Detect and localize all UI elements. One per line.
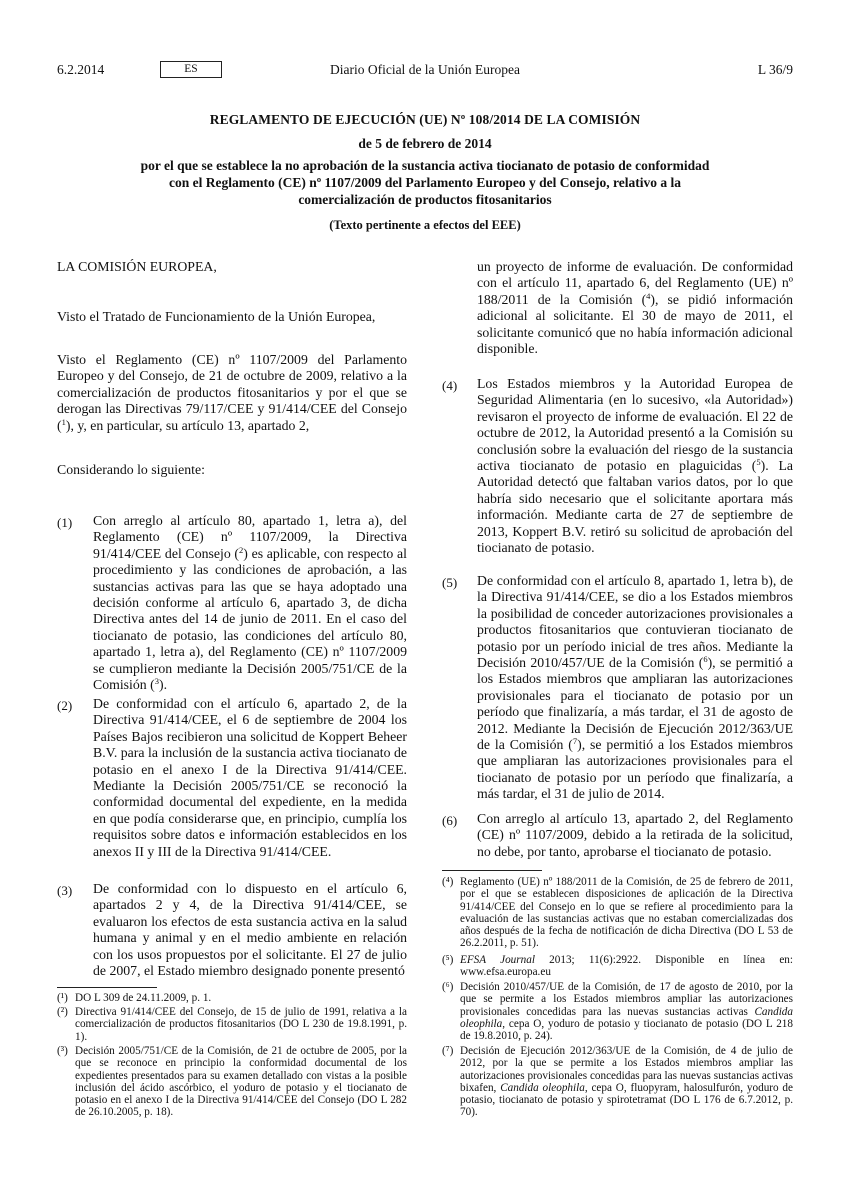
footnote-ref-4: 4: [646, 290, 651, 301]
footnote-mark: (¹): [57, 992, 68, 1004]
recital-number: (2): [57, 698, 73, 713]
page-number: L 36/9: [757, 62, 793, 77]
footnote-ref-2: 2: [239, 544, 244, 555]
recital-4: Los Estados miembros y la Autoridad Europea de Seguridad Alimentaria (en lo sucesivo, «la Autoridad») revisaron el proyecto de informe de evaluación. El 22 de octubre de 2012, la Autoridad presentó a la Comisión su conclusión sobre la evaluación del riesgo de la sustancia activa tiocianato de potasio en plaguicidas ($^5$). La Autoridad detectó que faltaban varios datos, por lo que habría sido necesario que el solicitante aportara más información. Mediante carta de 27 de septiembre de 2013, Koppert B.V. retiró su solicitud de aprobación del tiocianato de potasio.: [477, 376, 794, 556]
footnote-ref-1: 1: [61, 416, 66, 427]
recital-6: Con arreglo al artículo 13, apartado 2, del Reglamento (CE) nº 1107/2009, debido a la retirada de la solicitud, no debe, por tanto, aprobarse el tiocianato de potasio.: [477, 811, 793, 859]
whereas-intro: Considerando lo siguiente:: [57, 462, 205, 477]
footnote-mark: (⁶): [442, 981, 454, 993]
recital-5: De conformidad con el artículo 8, apartado 1, letra b), de la Directiva 91/414/CEE, se dio a los Estados miembros la posibilidad de conceder autorizaciones provisionales a productos fitosanitarios que contuvieran tiocianato de potasio por un período inicial de tres años. Mediante la Decisión 2010/457/UE de la Comisión ($^6$), se permitió a los Estados miembros que ampliaran las autorizaciones provisionales para el tiocianato de potasio por un período que finalizaría, a más tardar, el 31 de agosto de 2012. Mediante la Decisión de Ejecución 2012/363/UE de la Comisión ($^7$), se permitió a los Estados miembros que ampliaran las autorizaciones provisionales para el tiocianato de potasio por un período que finalizaría, a más tardar, el 31 de julio de 2014.: [477, 573, 793, 802]
commission-heading: LA COMISIÓN EUROPEA,: [57, 259, 217, 274]
footnote-ref-3: 3: [154, 676, 159, 687]
footnote-ref-5: 5: [756, 457, 761, 468]
footnote-2: Directiva 91/414/CEE del Consejo, de 15 de julio de 1991, relativa a la comercialización de productos fitosanitarios (DO L 230 de 19.8.1991, p. 1).: [75, 1006, 407, 1043]
recital-number: (6): [442, 813, 458, 828]
footnote-7: Decisión de Ejecución 2012/363/UE de la Comisión, de 4 de julio de 2012, por la que se permite a los Estados miembros ampliar las autorizaciones provisionales concedidas para las nuevas sustancias activas bixafen, Candida oleophila, cepa O, fluopyram, halosulfurón, yoduro de potasio, tiocianato de potasio y spirotetramat (DO L 176 de 6.7.2012, p. 70).: [460, 1045, 793, 1119]
recital-number: (3): [57, 883, 73, 898]
footnote-ref-6: 6: [703, 654, 708, 665]
footnote-mark: (⁴): [442, 876, 454, 888]
recital-1: Con arreglo al artículo 80, apartado 1, letra a), del Reglamento (CE) nº 1107/2009, la Directiva 91/414/CEE del Consejo ($^2$) es aplicable, con respecto al procedimiento y las condiciones de aprobación, a las sustancias activas para las que se haya adoptado una decisión conforme al artículo 6, apartado 3, de dicha Directiva antes del 14 de junio de 2011. En el caso del tiocianato de potasio, las condiciones del artículo 80, apartado 1, letra a), del Reglamento (CE) nº 1107/2009 se cumplieron mediante la Decisión 2005/751/CE de la Comisión ($^3$).: [93, 513, 407, 693]
language-badge: ES: [160, 61, 222, 78]
regulation-subject: [100, 157, 750, 208]
recital-2: De conformidad con el artículo 6, apartado 2, de la Directiva 91/414/CEE, el 6 de septiembre de 2004 los Países Bajos recibieron una solicitud de Koppert Beheer B.V. para la inclusión de la sustancia activa tiocianato de potasio en el anexo I de la Directiva 91/414/CEE. Mediante la Decisión 2005/751/CE se reconoció la conformidad documental del expediente, en la medida en que podía considerarse que, en principio, cumplía los requisitos sobre datos e información establecidos en los anexos II y III de la Directiva 91/414/CEE.: [93, 696, 407, 859]
header-date: 6.2.2014: [57, 62, 105, 77]
footnote-3: Decisión 2005/751/CE de la Comisión, de 21 de octubre de 2005, por la que se reconoce en principio la conformidad documental de los expedientes presentados para su examen detallado con vistas a la posible inclusión del ácido ascórbico, el yoduro de potasio y el tiocianato de potasio en el anexo I de la Directiva 91/414/CEE del Consejo (DO L 282 de 26.10.2005, p. 18).: [75, 1045, 407, 1119]
regulation-title: REGLAMENTO DE EJECUCIÓN (UE) Nº 108/2014 DE LA COMISIÓN: [209, 112, 641, 127]
subject-line-2: con el Reglamento (CE) nº 1107/2009 del Parlamento Europeo y del Consejo, relativo a la: [168, 175, 682, 190]
footnote-4: Reglamento (UE) nº 188/2011 de la Comisión, de 25 de febrero de 2011, por el que se establecen disposiciones de aplicación de la Directiva 91/414/CEE del Consejo en lo que se refiere al procedimiento para la evaluación de las sustancias activas que no estaban comercializadas dos años después de la fecha de notificación de dicha Directiva (DO L 53 de 26.2.2011, p. 51).: [460, 876, 793, 950]
footnote-1: DO L 309 de 24.11.2009, p. 1.: [75, 992, 212, 1004]
journal-name: Diario Oficial de la Unión Europea: [329, 62, 521, 77]
subject-line-3: comercialización de productos fitosanitarios: [298, 192, 552, 207]
footnote-mark: (⁷): [442, 1045, 454, 1057]
recital-number: (5): [442, 575, 458, 590]
footnote-5: EFSA Journal 2013; 11(6):2922. Disponible en línea en: www.efsa.europa.eu: [460, 954, 793, 979]
citation-regulation: Visto el Reglamento (CE) nº 1107/2009 del Parlamento Europeo y del Consejo, de 21 de octubre de 2009, relativo a la comercialización de productos fitosanitarios y por el que se derogan las Directivas 79/117/CEE y 91/414/CEE del Consejo ($^1$), y, en particular, su artículo 13, apartado 2,: [57, 352, 407, 433]
subject-line-1: por el que se establece la no aprobación de la sustancia activa tiocianato de potasio de conformidad: [140, 158, 710, 173]
recital-number: (1): [57, 515, 73, 530]
regulation-date: de 5 de febrero de 2014: [358, 136, 492, 151]
recital-number: (4): [442, 378, 458, 393]
footnote-mark: (²): [57, 1006, 68, 1018]
recital-3: De conformidad con lo dispuesto en el artículo 6, apartados 2 y 4, de la Directiva 91/414/CEE, se evaluaron los efectos de esta sustancia activa en la salud humana y animal y en el medio ambiente en relación con los usos propuestos por el solicitante. El 27 de julio de 2007, el Estado miembro designado ponente presentó: [93, 881, 407, 979]
recital-3-continued: un proyecto de informe de evaluación. De conformidad con el artículo 11, apartado 6, del Reglamento (UE) nº 188/2011 de la Comisión ($^4$), se pidió información adicional al solicitante. El 30 de mayo de 2011, el solicitante comunicó que no había información adicional disponible.: [477, 259, 793, 357]
citation-treaty: Visto el Tratado de Funcionamiento de la Unión Europea,: [57, 309, 376, 324]
eea-relevance: (Texto pertinente a efectos del EEE): [329, 218, 521, 232]
footnote-mark: (⁵): [442, 954, 454, 966]
footnote-ref-7: 7: [572, 736, 578, 747]
footnote-6: Decisión 2010/457/UE de la Comisión, de 17 de agosto de 2010, por la que se permite a los Estados miembros ampliar las autorizaciones provisionales concedidas para las nuevas sustancias activas Candida oleophila, cepa O, yoduro de potasio y tiocianato de potasio (DO L 218 de 19.8.2010, p. 24).: [460, 981, 793, 1043]
footnote-divider: [442, 870, 542, 871]
footnote-mark: (³): [57, 1045, 68, 1057]
footnote-divider: [57, 987, 157, 988]
